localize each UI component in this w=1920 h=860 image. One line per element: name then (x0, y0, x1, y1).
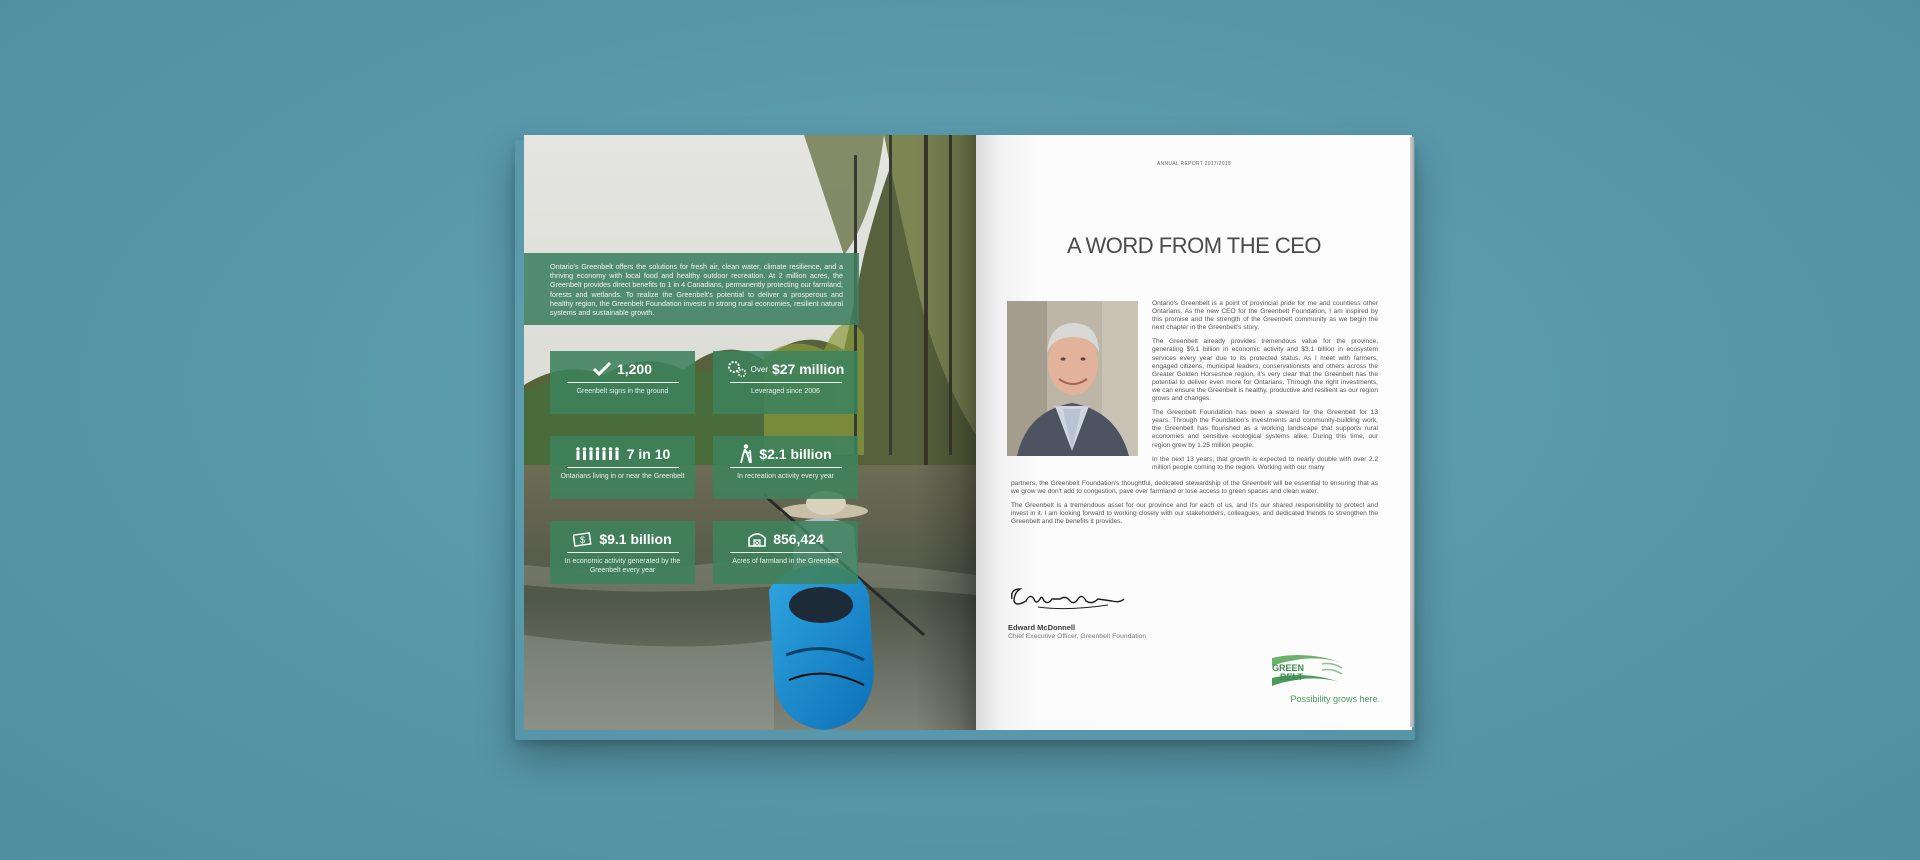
stat-caption: Greenbelt signs in the ground (576, 388, 669, 395)
letter-paragraph: partners, the Greenbelt Foundation's thoughtful, dedicated stewardship of the Greenbelt will be essential to ensuring that as we grow we don't add to congestion, pave over farmland or lose access to green spaces and clean water. (1011, 480, 1378, 496)
people-icon (575, 447, 621, 461)
ceo-portrait (1007, 301, 1138, 456)
stat-box (713, 521, 858, 584)
right-page (976, 135, 1412, 730)
stat-value: 1,200 (616, 361, 653, 377)
tagline: Possibility grows here. (1290, 694, 1380, 704)
stat-value: 7 in 10 (626, 446, 671, 462)
letter-body (1152, 300, 1378, 472)
stat-caption: Ontarians living in or near the Greenbelt (560, 473, 685, 480)
letter-body-wide (1011, 480, 1378, 532)
left-page (524, 135, 976, 730)
stat-divider (730, 382, 842, 383)
letter-paragraph: In the next 13 years, that growth is expected to nearly double with over 2.2 million people coming to the region. (1152, 455, 1378, 471)
stat-box (550, 351, 695, 414)
svg-text:$: $ (580, 535, 586, 545)
barn-icon (747, 531, 767, 547)
stat-divider (567, 382, 679, 383)
intro-paragraph: Ontario's Greenbelt offers the solutions for fresh air, clean water, climate resilience, and a thriving economy with local food and healthy outdoor recreation. At 2 million acres, the Greenbelt provides direct benefits to 1 in 4 Canadians, permanently protecting our farmland, forests and wetlands. To realize the Greenbelt's potential to deliver a prosperous and healthy region, the Greenbelt Foundation invests in strong rural economies, resilient natural systems and sustainable growth. (524, 253, 859, 325)
letter-paragraph: The Greenbelt already provides tremendous value for the province, generating $9.1 billion in economic activity and $3.1 billion in ecosystem services every year due to its protected status. As I meet with farmers, engaged citizens, municipal leaders, conservationists and others across the Greater Golden Horseshoe region, it's very clear that the Greenbelt has the potential to deliver even more for Ontarians. Through the right investments, we can ensure the Greenbelt is healthy, productive and resilient as our region grows and changes. (1152, 338, 1378, 403)
hiker-icon (739, 444, 753, 464)
signer-name: Edward McDonnell (1008, 623, 1076, 632)
stat-divider (567, 552, 679, 553)
stat-divider (730, 467, 842, 468)
logo-line-1: GREEN (1272, 663, 1305, 673)
stat-value: $27 million (771, 361, 845, 377)
stat-box (713, 351, 858, 414)
gears-icon (727, 359, 747, 379)
stat-divider (730, 552, 842, 553)
page-edge (1410, 137, 1414, 727)
money-icon (573, 531, 593, 547)
stat-caption: In economic activity generated by the Greenbelt every year (564, 558, 681, 574)
stat-box (550, 521, 695, 584)
stat-caption: Acres of farmland in the Greenbelt (732, 558, 839, 565)
stat-value: $9.1 billion (599, 531, 672, 547)
spine-shadow (916, 135, 976, 730)
stat-value: $2.1 billion (759, 446, 832, 462)
stat-box (713, 436, 858, 499)
stat-caption: Leveraged since 2006 (751, 388, 820, 395)
stat-box (550, 436, 695, 499)
signer-title: Chief Executive Officer, Greenbelt Foundation (1008, 633, 1147, 640)
letter-paragraph: The Greenbelt Foundation has been a steward for the Greenbelt for 13 years. Through the Foundation's investments and community-building work, the Greenbelt has flourished as a working landscape that supports rural economies and sensitive ecological systems alike. During this time, our region grew by 1.25 million people. (1152, 409, 1378, 449)
letter-paragraph: Ontario's Greenbelt is a point of provincial pride for me and countless other Ontarians. As the new CEO for the Greenbelt Foundation, I am inspired by this promise and the strength of the Greenbelt community as we begin the next chapter in the Greenbelt's story. (1152, 300, 1378, 332)
stat-divider (567, 467, 679, 468)
page-title: A WORD FROM THE CEO (1066, 233, 1322, 258)
logo-line-2: BELT (1280, 672, 1303, 682)
letter-paragraph: The Greenbelt is a tremendous asset for our province and for each of us, and it's our shared responsibility to protect and invest in it. I am looking forward to working closely with our stakeholders, colleagues, and dedicated friends to strengthen the Greenbelt and the benefits it provides. (1011, 502, 1378, 526)
checkmark-icon (593, 362, 611, 376)
letter-paragraph-lead: Working with our many (1257, 463, 1325, 471)
stat-prefix: Over (750, 364, 768, 374)
stat-value: 856,424 (773, 531, 824, 547)
kayak-photo (524, 135, 976, 730)
stat-caption: In recreation activity every year (737, 473, 834, 480)
greenbelt-logo (1266, 650, 1346, 690)
signature (1008, 577, 1128, 617)
running-head: ANNUAL REPORT 2017/2018 (1156, 161, 1232, 167)
